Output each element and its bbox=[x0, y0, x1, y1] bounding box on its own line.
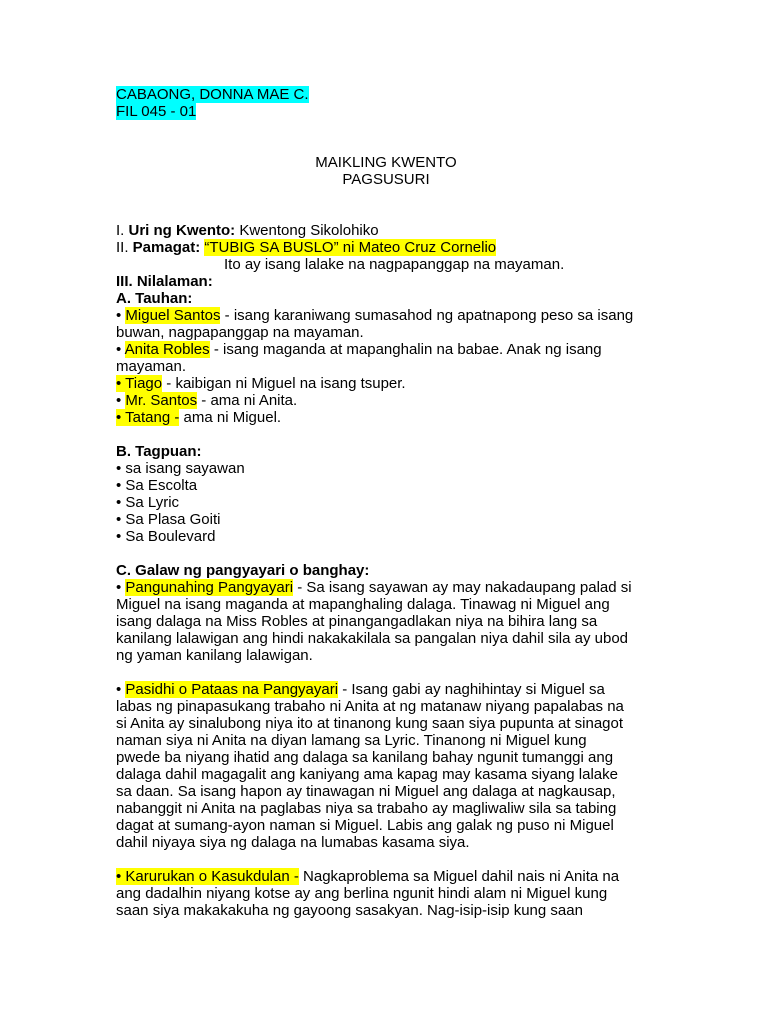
document-content bbox=[116, 86, 656, 919]
paragraph-pangunahing: • Pangunahing Pangyayari - Sa isang sayawan ay may nakadaupang palad si Miguel na isang maganda at mapanghaling dalaga. Tinawag ni Miguel ang isang dalaga na Miss Robles at pinangangadlakan niya na bihira lang sa kanilang lalawigan ang hindi nakakakilala sa pangalan niya dahil sila ay ubod ng yaman kanilang lalawigan. bbox=[116, 579, 632, 664]
author-name: CABAONG, DONNA MAE C. bbox=[116, 86, 309, 103]
list-item: • Miguel Santos - isang karaniwang sumasahod ng apatnapong peso sa isang bbox=[116, 307, 634, 324]
list-item: • Sa Plasa Goiti bbox=[116, 511, 221, 528]
list-item: • Sa Escolta bbox=[116, 477, 198, 494]
list-item-cont: mayaman. bbox=[116, 358, 187, 375]
list-item: • Sa Boulevard bbox=[116, 528, 216, 545]
list-item: • Tatang - ama ni Miguel. bbox=[116, 409, 282, 426]
list-item: • Tiago - kaibigan ni Miguel na isang tsuper. bbox=[116, 375, 406, 392]
pamagat-line: II. Pamagat: “TUBIG SA BUSLO” ni Mateo Cruz Cornelio bbox=[116, 239, 497, 256]
paragraph-pasidhi: • Pasidhi o Pataas na Pangyayari - Isang gabi ay naghihintay si Miguel sa labas ng pinapasukang trabaho ni Anita at ng matanaw niyang papalabas na si Anita ay sinalubong niya ito at tinanong kung saan siya pupunta at sinagot naman siya ni Anita na diyan lamang sa Lyric. Tinanong ni Miguel kung pwede ba niyang ihatid ang dalaga sa kanilang bahay ngunit tumanggi ang dalaga dahil magagalit ang kaniyang ama kapag may kasama siyang lalake sa daan. Sa isang hapon ay tinawagan ni Miguel ang dalaga at nagkausap, nabanggit ni Anita na paglabas niya sa trabaho ay magliwaliw sila sa tabing dagat at sumang-ayon naman si Miguel. Labis ang galak ng puso ni Miguel dahil niyaya siya ng dalaga na lumabas kasama siya. bbox=[116, 681, 624, 851]
pamagat-note: Ito ay isang lalake na nagpapanggap na mayaman. bbox=[224, 256, 565, 273]
list-item: • Sa Lyric bbox=[116, 494, 180, 511]
list-item: • sa isang sayawan bbox=[116, 460, 245, 477]
list-item: • Mr. Santos - ama ni Anita. bbox=[116, 392, 298, 409]
nilalaman-heading: III. Nilalaman: bbox=[116, 273, 213, 290]
tauhan-heading: A. Tauhan: bbox=[116, 290, 193, 307]
tagpuan-list bbox=[116, 460, 656, 545]
list-item: • Anita Robles - isang maganda at mapanghalin na babae. Anak ng isang bbox=[116, 341, 602, 358]
galaw-heading: C. Galaw ng pangyayari o banghay: bbox=[116, 562, 370, 579]
list-item-cont: buwan, nagpapanggap na mayaman. bbox=[116, 324, 364, 341]
doc-title: MAIKLING KWENTO bbox=[315, 154, 457, 171]
tagpuan-heading: B. Tagpuan: bbox=[116, 443, 202, 460]
paragraph-karurukan: • Karurukan o Kasukdulan - Nagkaproblema sa Miguel dahil nais ni Anita na ang dadalhin niyang kotse ay ang berlina ngunit hindi alam ni Miguel kung saan siya makakakuha ng gayoong sasakyan. Nag-isip-isip kung saan bbox=[116, 868, 620, 919]
course-code: FIL 045 - 01 bbox=[116, 103, 197, 120]
doc-subtitle: PAGSUSURI bbox=[342, 171, 430, 188]
uri-line: I. Uri ng Kwento: Kwentong Sikolohiko bbox=[116, 222, 379, 239]
tauhan-list bbox=[116, 307, 656, 426]
